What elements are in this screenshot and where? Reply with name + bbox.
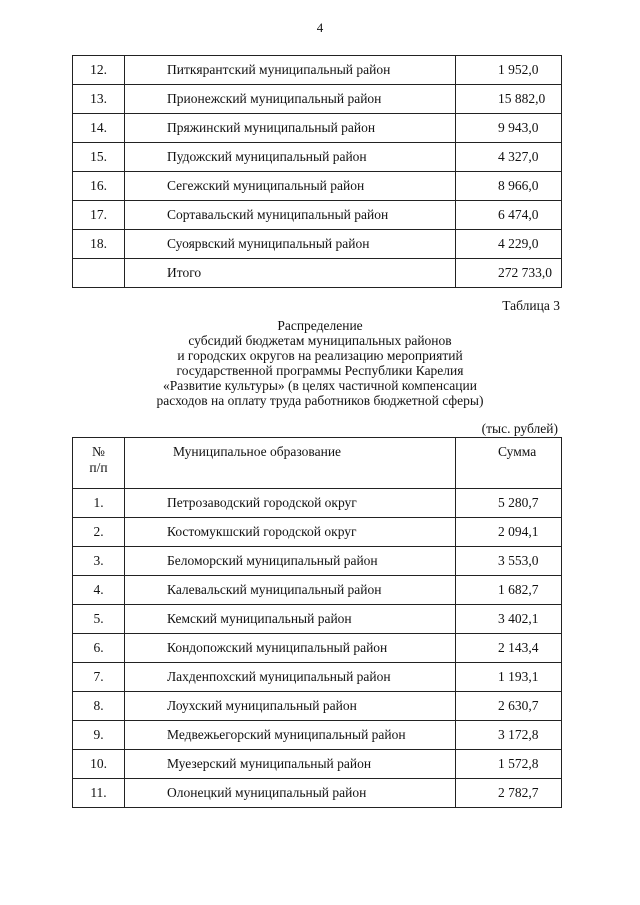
row-number: 13. bbox=[73, 85, 125, 114]
row-number: 7. bbox=[73, 663, 125, 692]
header-num bbox=[73, 438, 125, 489]
row-name: Муезерский муниципальный район bbox=[125, 750, 456, 779]
row-name: Костомукшский городской округ bbox=[125, 518, 456, 547]
row-sum: 1 952,0 bbox=[456, 56, 562, 85]
row-number: 8. bbox=[73, 692, 125, 721]
row-number: 4. bbox=[73, 576, 125, 605]
row-name: Кемский муниципальный район bbox=[125, 605, 456, 634]
row-sum: 5 280,7 bbox=[456, 489, 562, 518]
table-row bbox=[73, 143, 562, 172]
row-number bbox=[73, 259, 125, 288]
row-number: 6. bbox=[73, 634, 125, 663]
row-number: 3. bbox=[73, 547, 125, 576]
title-line: государственной программы Республики Карелия bbox=[176, 363, 464, 378]
table-row bbox=[73, 85, 562, 114]
title-line: и городских округов на реализацию мероприятий bbox=[177, 348, 463, 363]
row-sum: 3 553,0 bbox=[456, 547, 562, 576]
row-name: Итого bbox=[125, 259, 456, 288]
table-row bbox=[73, 605, 562, 634]
row-name: Пудожский муниципальный район bbox=[125, 143, 456, 172]
table-row bbox=[73, 750, 562, 779]
row-number: 17. bbox=[73, 201, 125, 230]
units-label: (тыс. рублей) bbox=[481, 421, 558, 436]
header-name: Муниципальное образование bbox=[125, 438, 456, 489]
row-name: Олонецкий муниципальный район bbox=[125, 779, 456, 808]
table-row bbox=[73, 576, 562, 605]
row-name: Медвежьегорский муниципальный район bbox=[125, 721, 456, 750]
row-sum: 272 733,0 bbox=[456, 259, 562, 288]
row-sum: 9 943,0 bbox=[456, 114, 562, 143]
row-sum: 1 682,7 bbox=[456, 576, 562, 605]
row-number: 11. bbox=[73, 779, 125, 808]
row-name: Кондопожский муниципальный район bbox=[125, 634, 456, 663]
header-sum: Сумма bbox=[456, 438, 562, 489]
row-sum: 3 402,1 bbox=[456, 605, 562, 634]
table-row bbox=[73, 489, 562, 518]
row-name: Пряжинский муниципальный район bbox=[125, 114, 456, 143]
row-name: Калевальский муниципальный район bbox=[125, 576, 456, 605]
row-sum: 4 229,0 bbox=[456, 230, 562, 259]
header-num-line1: № bbox=[92, 444, 105, 459]
row-number: 10. bbox=[73, 750, 125, 779]
table-row bbox=[73, 779, 562, 808]
table-row bbox=[73, 230, 562, 259]
row-number: 12. bbox=[73, 56, 125, 85]
row-name: Прионежский муниципальный район bbox=[125, 85, 456, 114]
row-sum: 2 143,4 bbox=[456, 634, 562, 663]
row-number: 16. bbox=[73, 172, 125, 201]
row-sum: 1 193,1 bbox=[456, 663, 562, 692]
title-line: «Развитие культуры» (в целях частичной компенсации bbox=[163, 378, 477, 393]
title-line: субсидий бюджетам муниципальных районов bbox=[188, 333, 452, 348]
table-row bbox=[73, 56, 562, 85]
row-number: 14. bbox=[73, 114, 125, 143]
header-num-line2: п/п bbox=[89, 460, 108, 475]
table-row bbox=[73, 172, 562, 201]
row-sum: 2 782,7 bbox=[456, 779, 562, 808]
row-name: Лоухский муниципальный район bbox=[125, 692, 456, 721]
table-row bbox=[73, 518, 562, 547]
title-line: Распределение bbox=[277, 318, 363, 333]
row-sum: 8 966,0 bbox=[456, 172, 562, 201]
table-row bbox=[73, 547, 562, 576]
row-sum: 1 572,8 bbox=[456, 750, 562, 779]
row-number: 18. bbox=[73, 230, 125, 259]
page-number: 4 bbox=[316, 20, 324, 35]
table-title bbox=[80, 318, 560, 408]
subsidy-table-3 bbox=[72, 437, 562, 808]
subsidy-table-continued bbox=[72, 55, 562, 288]
row-sum: 3 172,8 bbox=[456, 721, 562, 750]
row-name: Петрозаводский городской округ bbox=[125, 489, 456, 518]
row-sum: 2 630,7 bbox=[456, 692, 562, 721]
title-line: расходов на оплату труда работников бюджетной сферы) bbox=[156, 393, 484, 408]
row-sum: 4 327,0 bbox=[456, 143, 562, 172]
row-sum: 2 094,1 bbox=[456, 518, 562, 547]
table-row bbox=[73, 114, 562, 143]
row-sum: 15 882,0 bbox=[456, 85, 562, 114]
table-row bbox=[73, 692, 562, 721]
row-name: Питкярантский муниципальный район bbox=[125, 56, 456, 85]
row-number: 2. bbox=[73, 518, 125, 547]
row-number: 5. bbox=[73, 605, 125, 634]
row-name: Сегежский муниципальный район bbox=[125, 172, 456, 201]
table-row bbox=[73, 663, 562, 692]
table-header-row bbox=[73, 438, 562, 489]
row-sum: 6 474,0 bbox=[456, 201, 562, 230]
row-number: 15. bbox=[73, 143, 125, 172]
row-name: Сортавальский муниципальный район bbox=[125, 201, 456, 230]
table-caption: Таблица 3 bbox=[502, 298, 560, 313]
table-row bbox=[73, 634, 562, 663]
table-row bbox=[73, 721, 562, 750]
row-name: Суоярвский муниципальный район bbox=[125, 230, 456, 259]
row-number: 9. bbox=[73, 721, 125, 750]
table-row bbox=[73, 259, 562, 288]
row-number: 1. bbox=[73, 489, 125, 518]
table-row bbox=[73, 201, 562, 230]
row-name: Лахденпохский муниципальный район bbox=[125, 663, 456, 692]
row-name: Беломорский муниципальный район bbox=[125, 547, 456, 576]
